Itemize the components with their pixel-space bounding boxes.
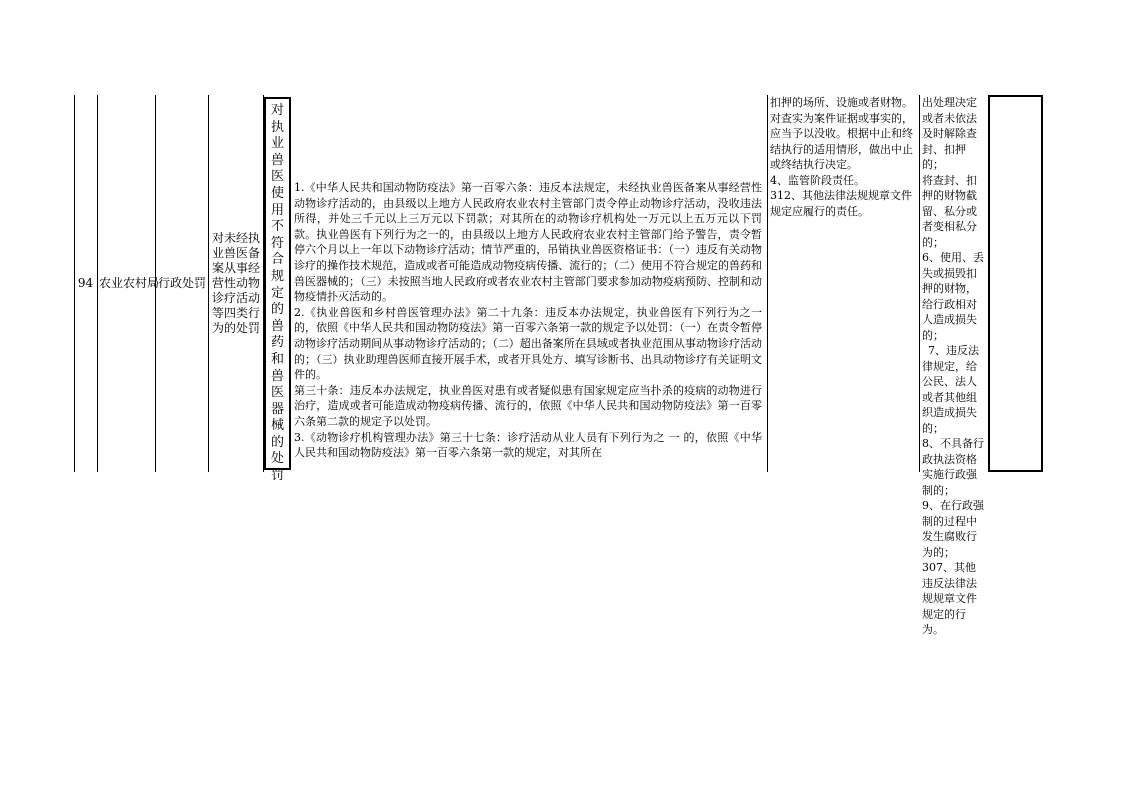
legal-basis-cell xyxy=(294,95,762,472)
legal-basis-paragraph: 1.《中华人民共和国动物防疫法》第一百零六条：违反本法规定，未经执业兽医备案从事经营性动物诊疗活动的，由县级以上地方人民政府农业农村主管部门责令停止动物诊疗活动，没收违法所得，并处三千元以上三万元以下罚款；对其所在的动物诊疗机构处一万元以上五万元以下罚款。执业兽医有下列行为之一的，由县级以上地方人民政府农业农村主管部门给予警告，责令暂停六个月以上一年以下动物诊疗活动；情节严重的，吊销执业兽医资格证书：（一）违反有关动物诊疗的操作技术规范，造成或者可能造成动物疫病传播、流行的；（二）使用不符合规定的兽药和兽医器械的；（三）未按照当地人民政府或者农业农村主管部门要求参加动物疫病预防、控制和动物疫情扑灭活动的。 xyxy=(294,181,762,304)
legal-basis-paragraph: 3.《动物诊疗机构管理办法》第三十七条：诊疗活动从业人员有下列行为之 一 的，依照《中华人民共和国动物防疫法》第一百零六条第一款的规定，对其所在 xyxy=(294,430,762,460)
department-cell: 农业农村局 xyxy=(99,275,160,290)
power-category-cell xyxy=(210,95,262,472)
power-list-table xyxy=(74,95,1043,636)
accountability-item: 6、使用、丢失或损毁扣押的财物，给行政相对人造成损失的； xyxy=(922,251,984,342)
accountability-item: 将查封、扣押的财物截留、私分或者变相私分的； xyxy=(922,173,977,249)
accountability-item: 307、其他违反法律法规规章文件规定的行为。 xyxy=(922,561,977,636)
col-divider xyxy=(767,95,768,472)
accountability-item: 9、在行政强制的过程中发生腐败行为的； xyxy=(922,499,984,559)
power-item-text: 对执业兽医使用不符合规定的兽药和兽医器械的处罚 xyxy=(270,103,284,484)
responsibility-paragraph: 扣押的场所、设施或者财物。对查实为案件证据或事实的，应当予以没收。根据中止和终结执行的适用情形，做出中止或终结执行决定。 xyxy=(770,96,913,171)
responsibility-paragraph: 4、监管阶段责任。 xyxy=(770,173,865,187)
responsibility-cell xyxy=(770,95,916,472)
power-item-cell xyxy=(264,97,291,484)
power-category-text: 对未经执业兽医备案从事经营性动物诊疗活动等四类行为的处罚 xyxy=(211,231,260,335)
legal-basis-paragraph: 2.《执业兽医和乡村兽医管理办法》第二十九条：违反本办法规定，执业兽医有下列行为之一的，依照《中华人民共和国动物防疫法》第一百零六条第一款的规定予以处罚：（一）在责令暂停动物诊疗活动期间从事动物诊疗活动的；（二）超出备案所在县域或者执业范围从事动物诊疗活动的；（三）执业助理兽医师直接开展手术，或者开具处方、填写诊断书、出具动物诊疗有关证明文件的。 xyxy=(294,305,762,382)
accountability-item: 7、违反法律规定，给公民、法人或者其他组织造成损失的； xyxy=(922,344,979,435)
accountability-item: 8、不具备行政执法资格实施行政强制的； xyxy=(922,437,984,497)
accountability-item: 出处理决定或者未依法及时解除查封、扣押的； xyxy=(922,96,977,171)
responsibility-paragraph: 312、其他法律法规规章文件规定应履行的责任。 xyxy=(770,189,912,218)
col-divider xyxy=(208,95,209,472)
col-divider xyxy=(919,95,920,472)
legal-basis-paragraph: 第三十条：违反本办法规定，执业兽医对患有或者疑似患有国家规定应当扑杀的疫病的动物进行治疗，造成或者可能造成动物疫病传播、流行的，依照《中华人民共和国动物防疫法》第一百零六条第二款的规定予以处罚。 xyxy=(294,383,762,428)
remarks-cell xyxy=(988,95,1043,472)
row-number: 94 xyxy=(77,275,94,290)
power-type-cell: 行政处罚 xyxy=(157,275,206,290)
accountability-cell xyxy=(922,95,986,636)
